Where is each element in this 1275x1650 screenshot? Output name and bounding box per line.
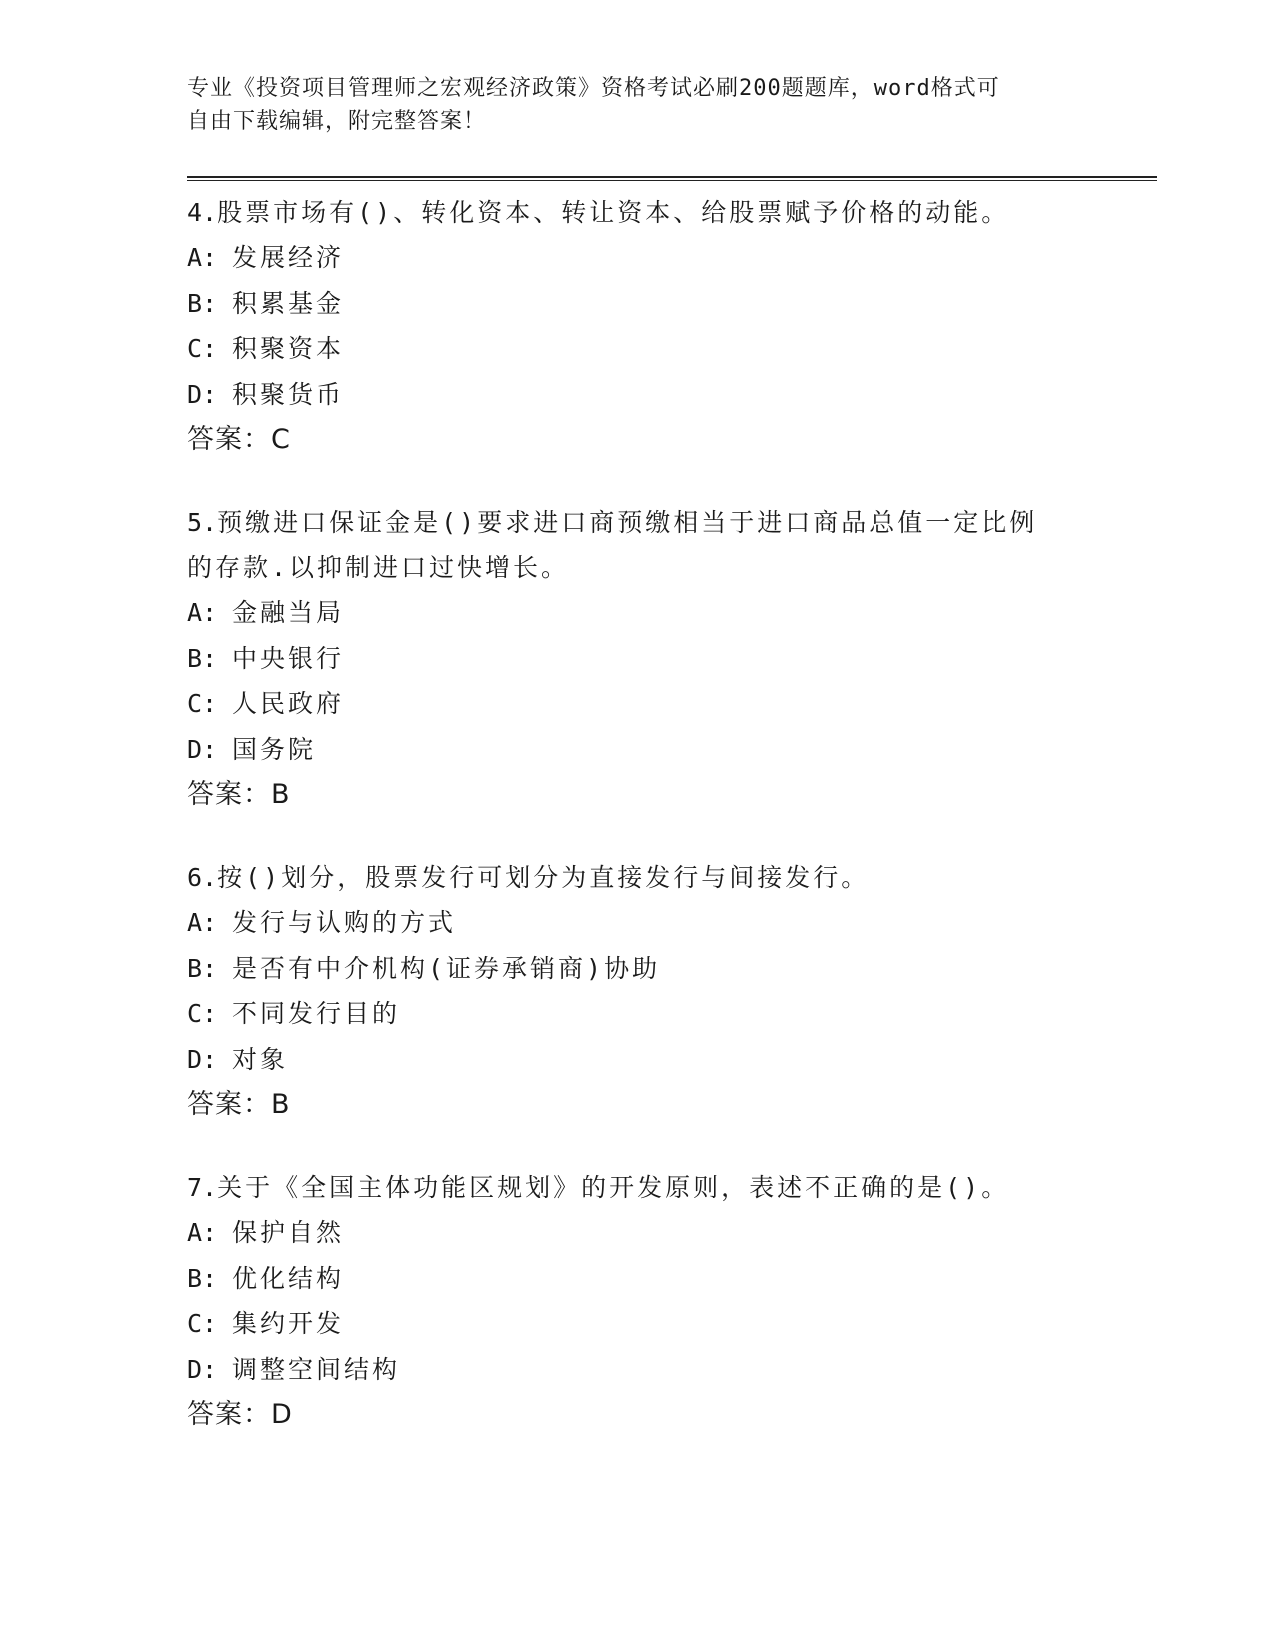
question-stem (187, 855, 1087, 900)
option-d (187, 1347, 1087, 1393)
option-text: 集约开发 (232, 1309, 345, 1338)
option-letter: A: (187, 908, 218, 937)
option-letter: B: (187, 643, 218, 673)
question-text: 股票市场有()、转化资本、转让资本、给股票赋予价格的动能。 (217, 198, 1010, 227)
question-number: 4. (187, 198, 218, 227)
option-letter: A: (187, 243, 218, 272)
option-text: 不同发行目的 (232, 999, 401, 1028)
option-letter: D: (187, 379, 218, 409)
option-letter: C: (187, 334, 218, 363)
option-text: 发展经济 (232, 243, 345, 272)
answer-line: 答案：C (187, 424, 291, 455)
option-letter: D: (187, 1044, 218, 1074)
document-header (187, 72, 1087, 138)
option-letter: C: (187, 999, 218, 1028)
question-number: 5. (187, 508, 218, 537)
option-b (187, 281, 1087, 327)
option-letter: C: (187, 1309, 218, 1338)
option-text: 发行与认购的方式 (232, 908, 457, 937)
option-text: 对象 (232, 1044, 289, 1074)
question-6 (187, 855, 1087, 1128)
option-c (187, 326, 1087, 372)
option-text: 国务院 (232, 734, 317, 764)
question-number: 6. (187, 863, 218, 892)
question-stem (187, 190, 1087, 235)
question-stem (187, 1165, 1087, 1210)
option-a (187, 900, 1087, 946)
option-letter: A: (187, 1218, 218, 1247)
question-text: 关于《全国主体功能区规划》的开发原则，表述不正确的是()。 (217, 1173, 1010, 1202)
question-5 (187, 500, 1087, 818)
option-d (187, 1037, 1087, 1083)
question-4 (187, 190, 1087, 463)
option-text: 积聚货币 (232, 379, 345, 409)
option-d (187, 727, 1087, 773)
option-text: 金融当局 (232, 598, 345, 627)
question-text-continued: 的存款.以抑制进口过快增长。 (187, 553, 570, 582)
option-d (187, 372, 1087, 418)
option-text: 人民政府 (232, 689, 345, 718)
option-text: 积聚资本 (232, 334, 345, 363)
question-text: 预缴进口保证金是()要求进口商预缴相当于进口商品总值一定比例 (217, 508, 1038, 537)
header-divider (187, 176, 1157, 181)
option-letter: B: (187, 288, 218, 318)
option-text: 调整空间结构 (232, 1354, 401, 1384)
option-text: 保护自然 (232, 1218, 345, 1247)
option-c (187, 991, 1087, 1037)
question-stem (187, 500, 1087, 590)
option-c (187, 1301, 1087, 1347)
header-line-1: 专业《投资项目管理师之宏观经济政策》资格考试必刷200题题库，word格式可 (187, 76, 1000, 101)
option-letter: A: (187, 598, 218, 627)
option-letter: B: (187, 1263, 218, 1293)
answer-line: 答案：B (187, 1089, 291, 1120)
answer-line: 答案：B (187, 779, 291, 810)
option-letter: D: (187, 734, 218, 764)
option-letter: C: (187, 689, 218, 718)
option-text: 中央银行 (232, 643, 345, 673)
question-list (187, 190, 1087, 1475)
option-text: 积累基金 (232, 288, 345, 318)
option-b (187, 946, 1087, 992)
answer-line: 答案：D (187, 1399, 293, 1430)
header-line-2: 自由下载编辑，附完整答案！ (187, 109, 487, 134)
option-b (187, 1256, 1087, 1302)
option-b (187, 636, 1087, 682)
option-a (187, 1210, 1087, 1256)
question-7 (187, 1165, 1087, 1438)
option-text: 是否有中介机构(证券承销商)协助 (232, 953, 661, 983)
question-number: 7. (187, 1173, 218, 1202)
option-text: 优化结构 (232, 1263, 345, 1293)
question-text: 按()划分，股票发行可划分为直接发行与间接发行。 (217, 863, 870, 892)
option-a (187, 590, 1087, 636)
option-letter: B: (187, 953, 218, 983)
option-c (187, 681, 1087, 727)
option-letter: D: (187, 1354, 218, 1384)
option-a (187, 235, 1087, 281)
